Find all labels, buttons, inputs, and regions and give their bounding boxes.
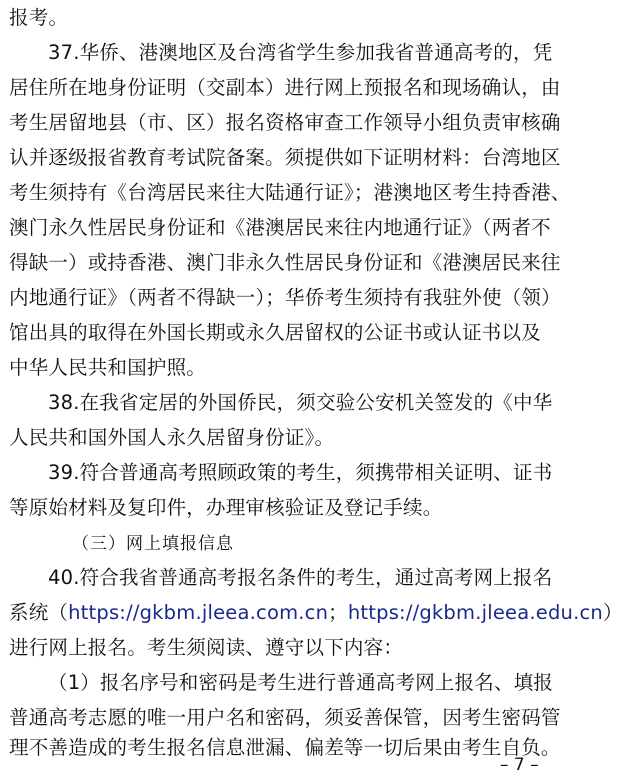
section-heading: （三）网上填报信息 bbox=[72, 534, 234, 554]
text-line: 等原始材料及复印件，办理审核验证及登记手续。 bbox=[9, 496, 443, 519]
page-number: – 7 – bbox=[500, 755, 539, 775]
text-line: 澳门永久性居民身份证和《港澳居民来往内地通行证》（两者不 bbox=[9, 216, 551, 239]
url-line bbox=[9, 600, 623, 626]
paragraph-40-line: 40.符合我省普通高考报名条件的考生，通过高考网上报名 bbox=[48, 566, 553, 589]
text-line: 中华人民共和国护照。 bbox=[9, 356, 207, 379]
text-line: 普通高考志愿的唯一用户名和密码，须妥善保管，因考生密码管 bbox=[9, 706, 561, 729]
text-line: 考生须持有《台湾居民来往大陆通行证》；港澳地区考生持香港、 bbox=[9, 181, 571, 204]
text-line: 馆出具的取得在外国长期或永久居留权的公证书或认证书以及 bbox=[9, 321, 541, 344]
paragraph-37-line: 37.华侨、港澳地区及台湾省学生参加我省普通高考的，凭 bbox=[48, 41, 553, 64]
text-fragment: ） bbox=[603, 601, 623, 624]
text-line: 认并逐级报省教育考试院备案。须提供如下证明材料：台湾地区 bbox=[9, 146, 561, 169]
text-line: 内地通行证》（两者不得缺一）；华侨考生须持有我驻外使（领） bbox=[9, 286, 561, 309]
text-fragment: ； bbox=[328, 601, 348, 624]
text-line: 居住所在地身份证明（交副本）进行网上预报名和现场确认，由 bbox=[9, 76, 561, 99]
text-line: 报考。 bbox=[9, 6, 69, 29]
item-1-line: （1）报名序号和密码是考生进行普通高考网上报名、填报 bbox=[48, 671, 554, 694]
paragraph-38-line: 38.在我省定居的外国侨民，须交验公安机关签发的《中华 bbox=[48, 391, 553, 414]
text-line: 进行网上报名。考生须阅读、遵守以下内容： bbox=[9, 636, 404, 659]
text-line: 得缺一）或持香港、澳门非永久性居民身份证和《港澳居民来往 bbox=[9, 251, 561, 274]
text-line: 人民共和国外国人永久居留身份证》。 bbox=[9, 426, 335, 449]
registration-url-link[interactable]: https://gkbm.jleea.com.cn bbox=[68, 601, 329, 624]
text-fragment: 系统（ bbox=[9, 601, 69, 624]
registration-url-link[interactable]: https://gkbm.jleea.edu.cn bbox=[347, 601, 603, 624]
text-line: 考生居留地县（市、区）报名资格审查工作领导小组负责审核确 bbox=[9, 111, 561, 134]
text-line: 理不善造成的考生报名信息泄漏、偏差等一切后果由考生自负。 bbox=[9, 736, 561, 759]
paragraph-39-line: 39.符合普通高考照顾政策的考生，须携带相关证明、证书 bbox=[48, 461, 553, 484]
